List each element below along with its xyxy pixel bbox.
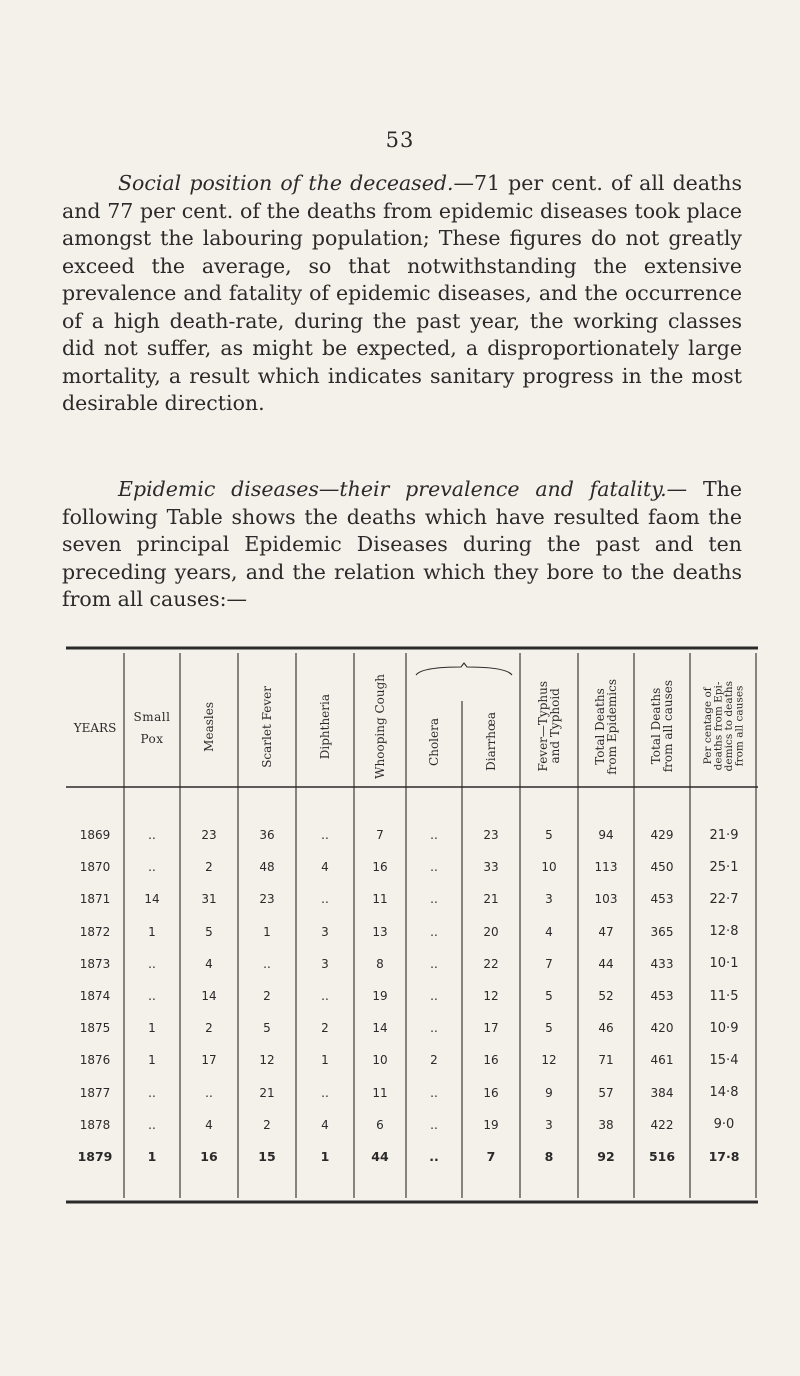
table-cell: 422 (650, 1117, 674, 1132)
table-cell: 12 (259, 1053, 275, 1068)
table-cell: .. (321, 892, 329, 907)
paragraph-lead: Epidemic diseases—their prevalence and fatality.— (118, 477, 688, 501)
header-whooping-cough: Whooping Cough (373, 674, 387, 779)
table-cell: 12·8 (709, 924, 739, 940)
paragraph-epidemic-diseases (62, 476, 742, 614)
table-cell: 10 (541, 860, 557, 875)
table-cell: 92 (597, 1149, 615, 1165)
table-cell: 23 (201, 828, 217, 843)
table-cell: .. (321, 1085, 329, 1100)
table-cell: 94 (598, 828, 614, 843)
table-cell: 516 (648, 1149, 676, 1165)
table-cell: 4 (321, 1117, 329, 1132)
table-row (66, 980, 758, 1012)
table-cell: 16 (483, 1085, 499, 1100)
table-cell: 453 (650, 989, 674, 1004)
table-cell: 44 (598, 956, 614, 971)
table-cell: 433 (650, 956, 674, 971)
table-cell: 1 (148, 1021, 156, 1036)
table-cell: .. (148, 956, 156, 971)
table-cell: 14·8 (709, 1085, 739, 1101)
table-body (66, 811, 758, 1173)
table-cell: 384 (650, 1085, 674, 1100)
table-row (66, 1044, 758, 1076)
table-cell: 7 (376, 828, 384, 843)
table-cell: 5 (545, 1021, 553, 1036)
header-row (66, 645, 758, 811)
table-cell: 21 (259, 1085, 275, 1100)
header-percentage: Per centage of deaths from Epi- demics to deaths from all causes (702, 681, 746, 772)
table-cell: 10 (372, 1053, 388, 1068)
table-cell: 14 (201, 989, 217, 1004)
table-cell: .. (430, 892, 438, 907)
table-cell: .. (430, 1021, 438, 1036)
table-cell: 4 (321, 860, 329, 875)
year-cell: 1869 (79, 828, 111, 843)
table-row (66, 1141, 758, 1173)
data-table (66, 645, 758, 1173)
table-row (66, 948, 758, 980)
table-cell: 13 (372, 924, 388, 939)
paragraph-body: —71 per cent. of all deaths and 77 per cent. of the deaths from epidemic diseases took place amongst the labouring population; These figures do not greatly exceed the average, so that notwithstanding the extensive prevalence and fatality of epidemic diseases, and the occurrence of a high death-rate, during the past year, the working classes did not suffer, as might be expected, a disproportionately large mortality, a result which indicates sanitary progress in the most desirable direction. (62, 171, 743, 415)
table-cell: .. (430, 989, 438, 1004)
table-cell: 12 (541, 1053, 557, 1068)
table-cell: 11 (372, 1085, 388, 1100)
year-cell: 1873 (79, 956, 111, 971)
table-cell: 52 (598, 989, 614, 1004)
table-cell: 15·4 (709, 1052, 739, 1068)
table-cell: 16 (483, 1053, 499, 1068)
table-cell: .. (430, 956, 438, 971)
table-row (66, 1077, 758, 1109)
table-cell: 1 (148, 924, 156, 939)
table-cell: 4 (205, 956, 213, 971)
paragraph-lead: Social position of the deceased. (118, 171, 454, 195)
year-cell: 1871 (79, 892, 111, 907)
table-cell: 19 (483, 1117, 499, 1132)
table-cell: 16 (372, 860, 388, 875)
table-cell: 3 (545, 892, 553, 907)
table-cell: 429 (650, 828, 674, 843)
table-cell: 2 (205, 1021, 213, 1036)
table-cell: 25·1 (709, 859, 739, 875)
header-fever: Fever—Typhus and Typhoid (536, 681, 562, 772)
table-cell: 2 (263, 1117, 271, 1132)
table-cell: 36 (259, 828, 275, 843)
table-cell: .. (205, 1085, 213, 1100)
header-measles: Measles (202, 701, 216, 752)
table-cell: 5 (545, 989, 553, 1004)
table-cell: 9·0 (713, 1117, 735, 1133)
table-cell: 2 (321, 1021, 329, 1036)
table-cell: 1 (148, 1053, 156, 1068)
table-cell: 11 (372, 892, 388, 907)
table-cell: 16 (200, 1149, 218, 1165)
table-cell: 17·8 (708, 1149, 740, 1165)
table-row (66, 811, 758, 851)
table-cell: 14 (372, 1021, 388, 1036)
table-cell: 9 (545, 1085, 553, 1100)
table-cell: .. (321, 989, 329, 1004)
table-cell: .. (430, 828, 438, 843)
header-small-pox: Small Pox (133, 710, 171, 746)
table-cell: 57 (598, 1085, 614, 1100)
table-cell: 33 (483, 860, 499, 875)
table-cell: 46 (598, 1021, 614, 1036)
table-cell: 15 (258, 1149, 276, 1165)
table-cell: 5 (205, 924, 213, 939)
table-cell: 8 (544, 1149, 554, 1165)
table-cell: 5 (545, 828, 553, 843)
table-row (66, 851, 758, 883)
paragraph-body: The following Table shows the deaths which have resulted faom the seven principal Epidemic Diseases during the past and ten preceding years, and the relation which they bore to the deaths from all causes:— (62, 477, 743, 611)
table-cell: 10·9 (709, 1020, 739, 1036)
table-cell: 21·9 (709, 827, 739, 843)
header-diarrhoea: Diarrhœa (484, 712, 498, 771)
table-cell: 17 (201, 1053, 217, 1068)
table-cell: 20 (483, 924, 499, 939)
header-cholera: Cholera (427, 717, 441, 766)
year-cell: 1879 (77, 1149, 113, 1165)
table-cell: .. (148, 1117, 156, 1132)
table-cell: 19 (372, 989, 388, 1004)
table-cell: 4 (205, 1117, 213, 1132)
table-cell: 8 (376, 956, 384, 971)
header-diphtheria: Diphtheria (318, 693, 332, 760)
table-row (66, 916, 758, 948)
table-cell: 453 (650, 892, 674, 907)
table-cell: 2 (263, 989, 271, 1004)
table-cell: 113 (594, 860, 618, 875)
table-cell: 420 (650, 1021, 674, 1036)
year-cell: 1878 (79, 1117, 111, 1132)
table-cell: 7 (486, 1149, 496, 1165)
table-cell: 23 (483, 828, 499, 843)
table-cell: 17 (483, 1021, 499, 1036)
table-cell: 14 (144, 892, 160, 907)
table-cell: .. (148, 828, 156, 843)
year-cell: 1874 (79, 989, 111, 1004)
table-cell: 1 (320, 1149, 330, 1165)
year-cell: 1870 (79, 860, 111, 875)
table-cell: 2 (430, 1053, 438, 1068)
table-cell: 48 (259, 860, 275, 875)
table-cell: .. (430, 1085, 438, 1100)
table-cell: .. (148, 989, 156, 1004)
table-cell: 103 (594, 892, 618, 907)
table-cell: 31 (201, 892, 217, 907)
year-cell: 1875 (79, 1021, 111, 1036)
header-scarlet-fever: Scarlet Fever (260, 685, 274, 768)
table-cell: .. (148, 1085, 156, 1100)
table-cell: .. (321, 828, 329, 843)
table-cell: 6 (376, 1117, 384, 1132)
table-cell: .. (430, 924, 438, 939)
table-cell: 71 (598, 1053, 614, 1068)
year-cell: 1877 (79, 1085, 111, 1100)
table-cell: .. (430, 860, 438, 875)
year-cell: 1872 (79, 924, 111, 939)
table-cell: 23 (259, 892, 275, 907)
table-cell: .. (430, 1117, 438, 1132)
table-cell: 365 (650, 924, 674, 939)
paragraph-social-position (62, 170, 742, 418)
header-years: YEARS (73, 721, 117, 735)
table-cell: 3 (321, 956, 329, 971)
page-number: 53 (385, 128, 415, 152)
table-cell: .. (263, 956, 271, 971)
table-cell: 1 (263, 924, 271, 939)
table-cell: 461 (650, 1053, 674, 1068)
table-cell: 10·1 (709, 956, 739, 972)
table-cell: 44 (371, 1149, 389, 1165)
table-cell: 4 (545, 924, 553, 939)
table-cell: 1 (321, 1053, 329, 1068)
table-cell: 47 (598, 924, 614, 939)
epidemic-deaths-table (66, 645, 758, 1205)
year-cell: 1876 (79, 1053, 111, 1068)
table-cell: 450 (650, 860, 674, 875)
table-cell: 11·5 (709, 988, 739, 1004)
table-cell: .. (429, 1149, 439, 1165)
header-total-all-causes: Total Deaths from all causes (649, 680, 675, 773)
table-cell: 5 (263, 1021, 271, 1036)
table-cell: 3 (321, 924, 329, 939)
header-total-epidemics: Total Deaths from Epidemics (593, 678, 619, 775)
table-cell: .. (148, 860, 156, 875)
table-row (66, 1012, 758, 1044)
table-cell: 2 (205, 860, 213, 875)
table-cell: 12 (483, 989, 499, 1004)
table-cell: 22 (483, 956, 499, 971)
table-cell: 21 (483, 892, 499, 907)
table-row (66, 1109, 758, 1141)
table-cell: 38 (598, 1117, 614, 1132)
table-cell: 22·7 (709, 891, 739, 907)
table-cell: 1 (147, 1149, 157, 1165)
table-cell: 3 (545, 1117, 553, 1132)
table-row (66, 883, 758, 915)
table-cell: 7 (545, 956, 553, 971)
